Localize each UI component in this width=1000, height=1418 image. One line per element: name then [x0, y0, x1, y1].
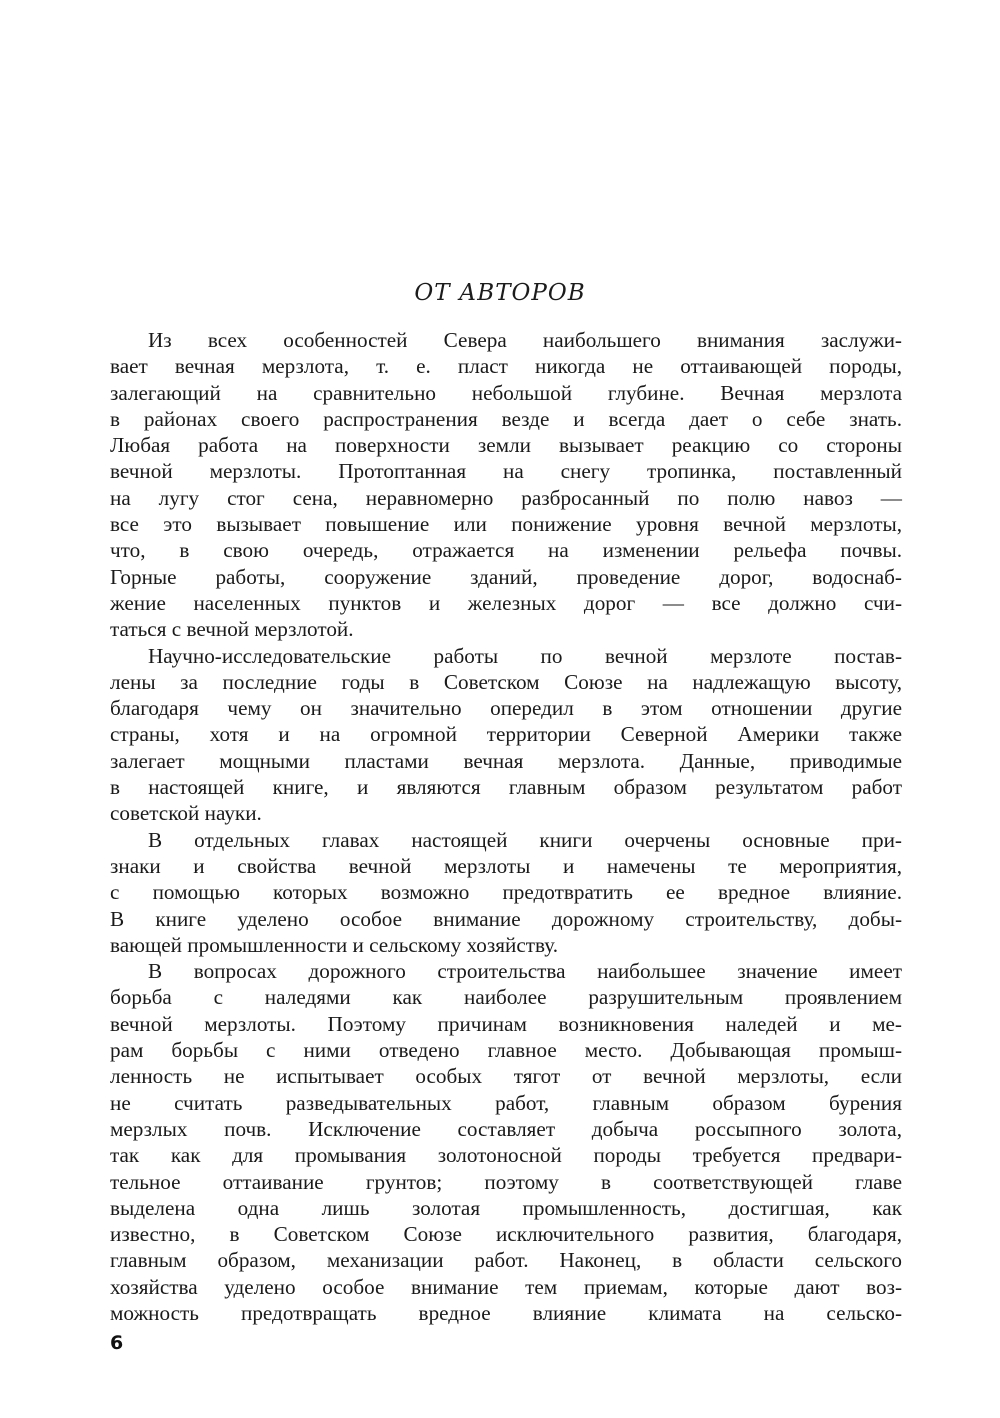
paragraph	[110, 827, 902, 958]
text-line: Горные работы, сооружение зданий, проведение дорог, водоснаб-	[110, 564, 902, 589]
text-line: лены за последние годы в Советском Союзе на надлежащую высоту,	[110, 669, 902, 694]
text-line: вечной мерзлоты. Протоптанная на снегу тропинка, поставленный	[110, 459, 902, 484]
text-line: выделена одна лишь золотая промышленность, достигшая, как	[110, 1195, 902, 1220]
text-line: с помощью которых возможно предотвратить ее вредное влияние.	[110, 880, 902, 905]
paragraph	[110, 958, 902, 1326]
text-line: что, в свою очередь, отражается на изменении рельефа почвы.	[110, 538, 902, 563]
text-line: в районах своего распространения везде и всегда дает о себе знать.	[110, 406, 902, 431]
text-line: рам борьбы с ними отведено главное место. Добывающая промыш-	[110, 1038, 902, 1063]
text-line: залегающий на сравнительно небольшой глубине. Вечная мерзлота	[110, 380, 902, 405]
text-line: залегает мощными пластами вечная мерзлота. Данные, приводимые	[110, 748, 902, 773]
text-line: В вопросах дорожного строительства наибольшее значение имеет	[148, 959, 902, 984]
text-line: страны, хотя и на огромной территории Северной Америки также	[110, 722, 902, 747]
text-line: хозяйства уделено особое внимание тем приемам, которые дают воз-	[110, 1274, 902, 1299]
text-line: так как для промывания золотоносной породы требуется предвари-	[110, 1143, 902, 1168]
text-line: Любая работа на поверхности земли вызывает реакцию со стороны	[110, 433, 902, 458]
text-line: не считать разведывательных работ, главным образом бурения	[110, 1090, 902, 1115]
text-line: Научно-исследовательские работы по вечной мерзлоте постав-	[148, 643, 902, 668]
text-line: все это вызывает повышение или понижение уровня вечной мерзлоты,	[110, 512, 902, 537]
text-line: мерзлых почв. Исключение составляет добыча россыпного золота,	[110, 1116, 902, 1141]
text-line: В отдельных главах настоящей книги очерчены основные при-	[148, 827, 902, 852]
text-line: Из всех особенностей Севера наибольшего внимания заслужи-	[148, 328, 902, 352]
text-line: вечной мерзлоты. Поэтому причинам возникновения наледей и ме-	[110, 1011, 902, 1036]
text-line: знаки и свойства вечной мерзлоты и намечены те мероприятия,	[110, 853, 902, 878]
text-line: известно, в Советском Союзе исключительного развития, благодаря,	[110, 1222, 902, 1247]
text-line: главным образом, механизации работ. Наконец, в области сельского	[110, 1248, 902, 1273]
paragraph	[110, 327, 902, 643]
text-line: вающей промышленности и сельскому хозяйству.	[110, 932, 559, 957]
page-number: 6	[110, 1332, 124, 1354]
text-line: таться с вечной мерзлотой.	[110, 617, 354, 642]
text-line: можность предотвращать вредное влияние климата на сельско-	[110, 1300, 902, 1325]
text-line: тельное оттаивание грунтов; поэтому в соответствующей главе	[110, 1169, 902, 1194]
text-line: ленность не испытывает особых тягот от вечной мерзлоты, если	[110, 1064, 902, 1089]
text-line: на лугу стог сена, неравномерно разбросанный по полю навоз —	[110, 485, 902, 510]
text-line: благодаря чему он значительно опередил в этом отношении другие	[110, 696, 902, 721]
text-line: советской науки.	[110, 801, 262, 826]
text-line: В книге уделено особое внимание дорожному строительству, добы-	[110, 906, 902, 931]
text-line: жение населенных пунктов и железных дорог — все должно счи-	[110, 590, 902, 615]
text-line: вает вечная мерзлота, т. е. пласт никогда не оттаивающей породы,	[110, 354, 902, 379]
body-text	[110, 327, 902, 1326]
text-line: борьба с наледями как наиболее разрушительным проявлением	[110, 985, 902, 1010]
text-line: в настоящей книге, и являются главным образом результатом работ	[110, 775, 902, 800]
paragraph	[110, 643, 902, 827]
section-heading: ОТ АВТОРОВ	[414, 280, 586, 306]
